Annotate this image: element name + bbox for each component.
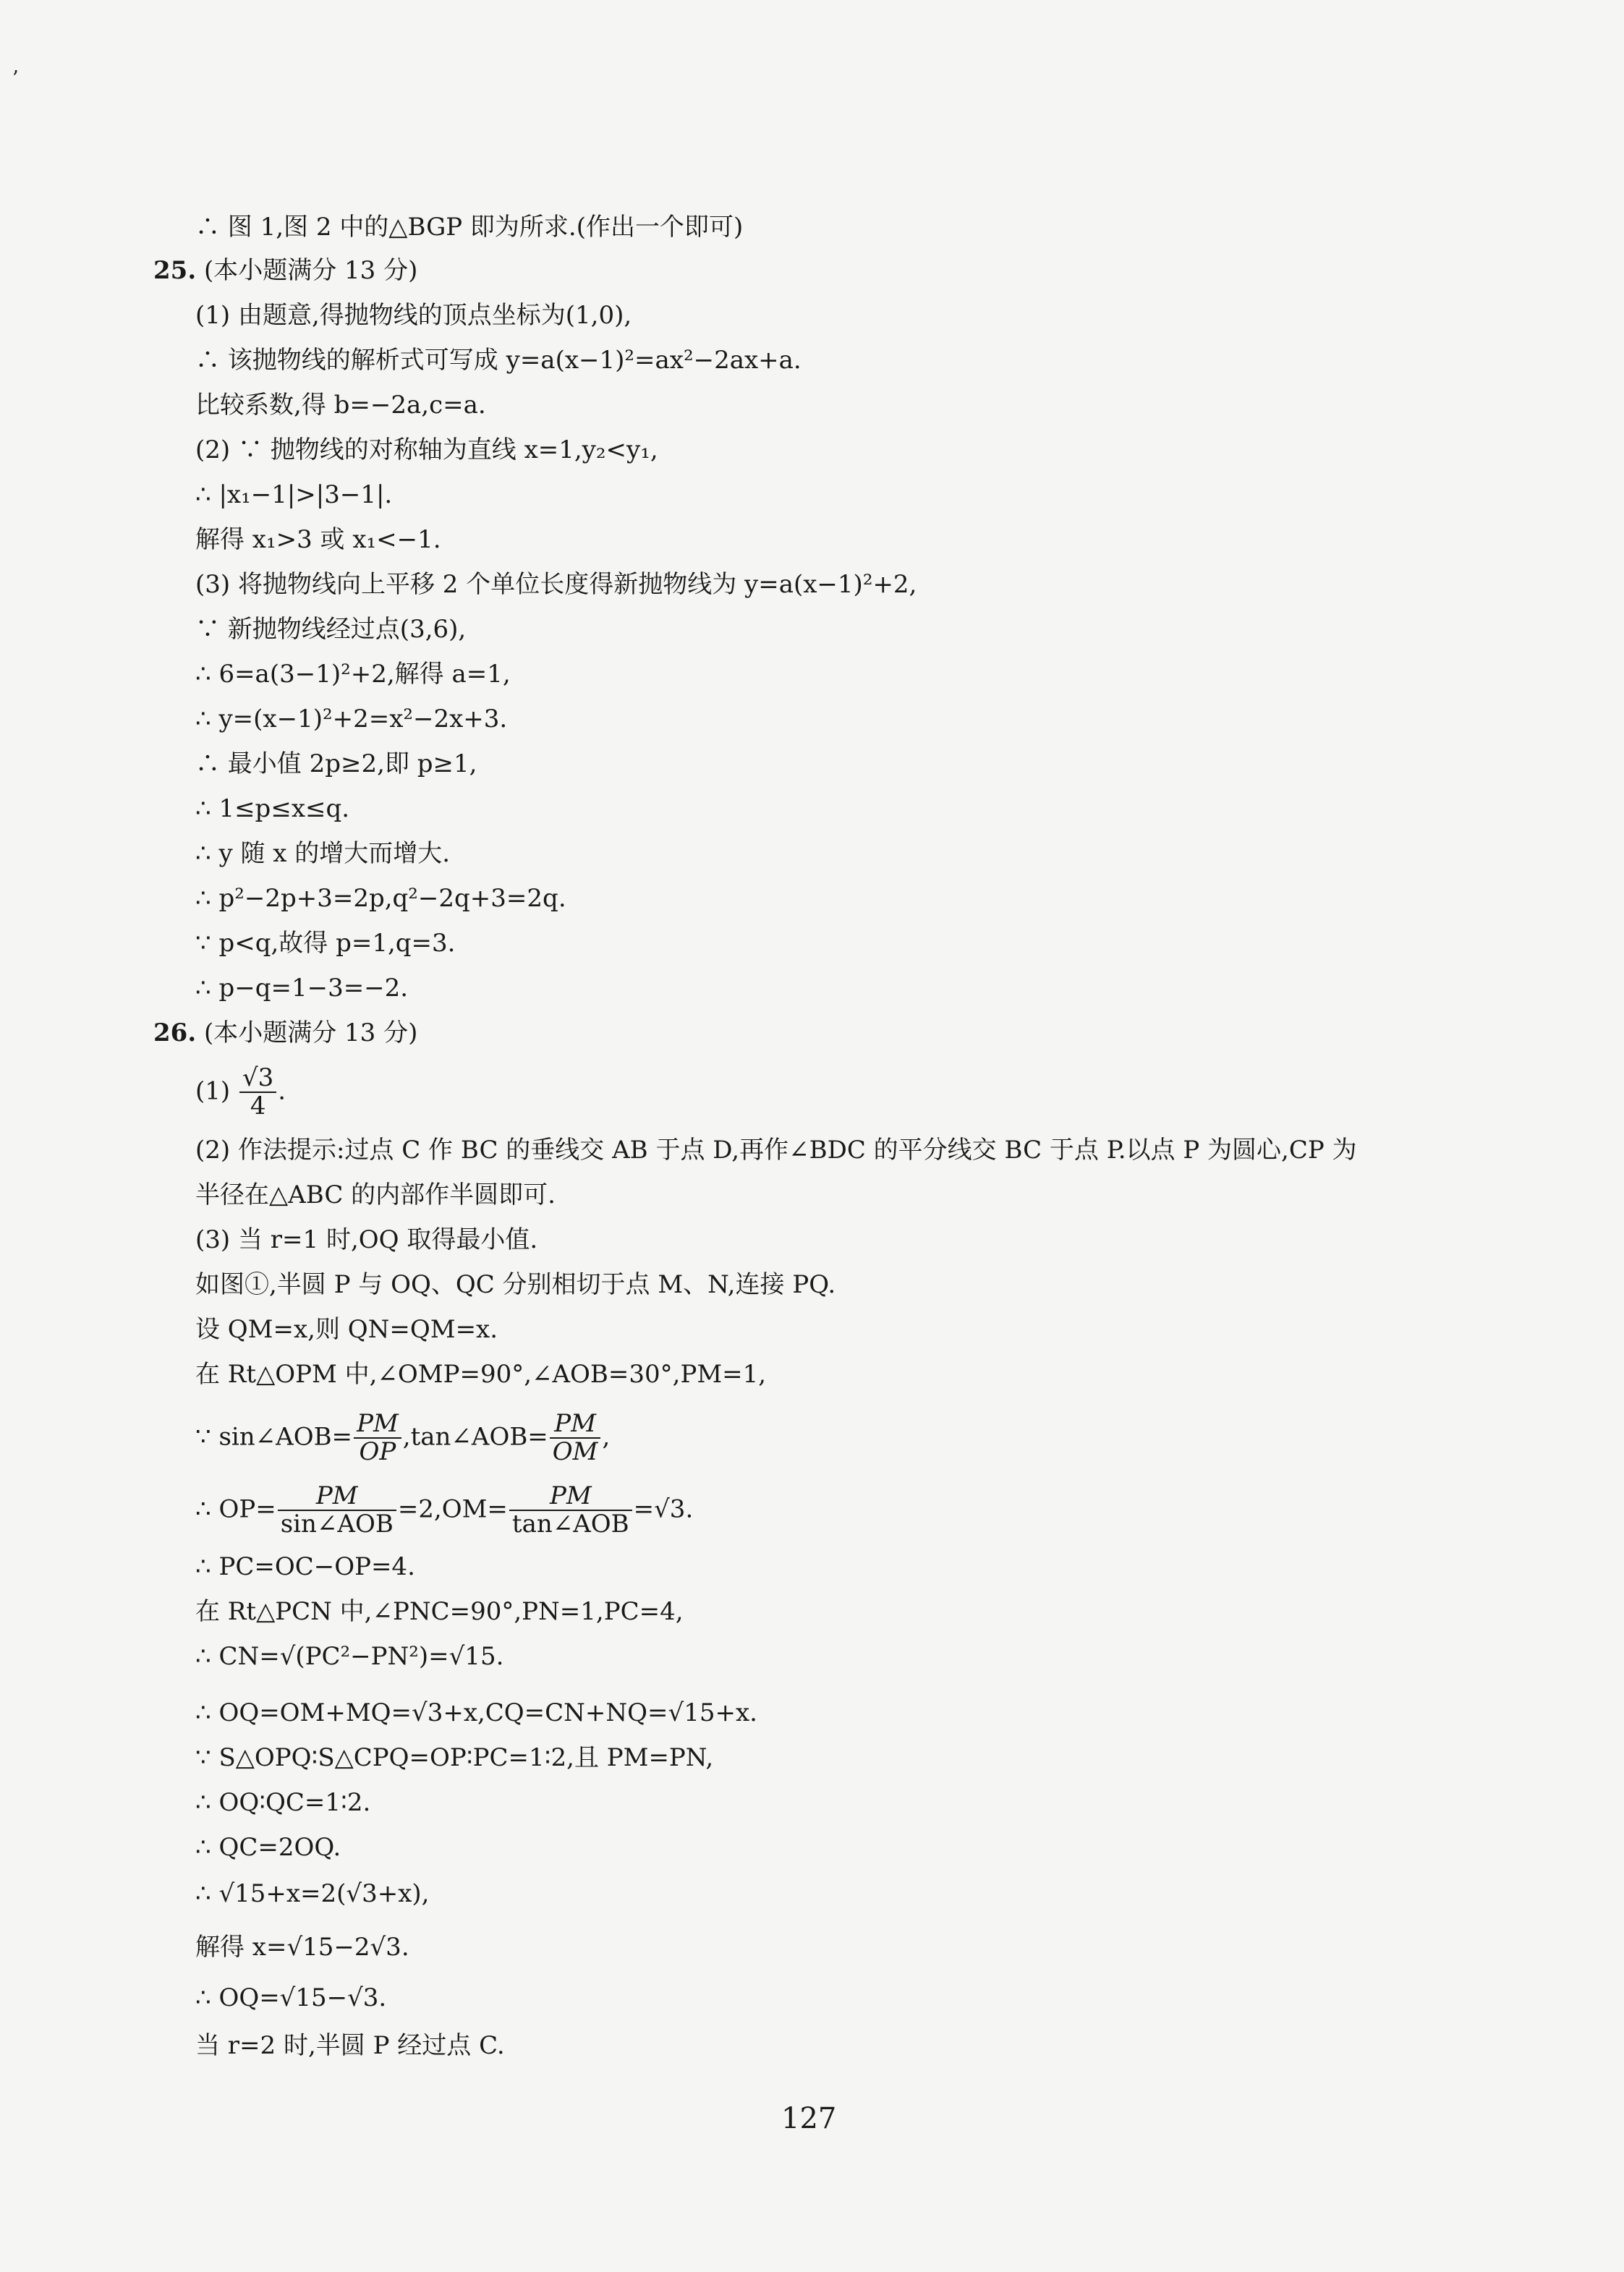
fraction-numerator: PM [550, 1411, 601, 1439]
margin-mark: ʼ [12, 67, 18, 90]
solution-line: (3) 当 r=1 时,OQ 取得最小值. [195, 1225, 538, 1254]
fraction [509, 1483, 632, 1539]
solution-line: ∵ S△OPQ∶S△CPQ=OP∶PC=1∶2,且 PM=PN, [195, 1743, 714, 1772]
solution-line: 在 Rt△OPM 中,∠OMP=90°,∠AOB=30°,PM=1, [195, 1360, 767, 1389]
fraction [239, 1065, 276, 1120]
part-label: (1) [195, 1076, 231, 1106]
punctuation: , [602, 1422, 611, 1452]
question-score: (本小题满分 13 分) [203, 256, 418, 285]
solution-line: ∴ √15+x=2(√3+x), [195, 1879, 430, 1908]
solution-line: ∴ p²−2p+3=2p,q²−2q+3=2q. [195, 884, 566, 913]
expression-text: =√3. [633, 1494, 694, 1524]
page-number: 127 [781, 2102, 837, 2135]
fraction-denominator: tan∠AOB [511, 1510, 629, 1539]
question-26-header [153, 1017, 417, 1049]
solution-line: ∴ p−q=1−3=−2. [195, 974, 409, 1003]
solution-line: ∵ 新抛物线经过点(3,6), [195, 615, 467, 644]
fraction-denominator: sin∠AOB [280, 1510, 394, 1539]
solution-line: ∴ CN=√(PC²−PN²)=√15. [195, 1642, 504, 1671]
solution-line: ∴ 该抛物线的解析式可写成 y=a(x−1)²=ax²−2ax+a. [195, 346, 802, 375]
solution-line: ∵ p<q,故得 p=1,q=3. [195, 929, 456, 958]
question-score: (本小题满分 13 分) [203, 1018, 418, 1047]
solution-line: (1) 由题意,得抛物线的顶点坐标为(1,0), [195, 301, 632, 330]
solution-line: 半径在△ABC 的内部作半圆即可. [195, 1180, 556, 1209]
expression-text: =2,OM= [397, 1494, 508, 1524]
solution-line: 解得 x=√15−2√3. [195, 1933, 409, 1962]
solution-line: ∴ PC=OC−OP=4. [195, 1552, 415, 1581]
solution-line: 解得 x₁>3 或 x₁<−1. [195, 525, 441, 554]
solution-line: ∴ y=(x−1)²+2=x²−2x+3. [195, 705, 508, 733]
question-number: 26. [153, 1018, 197, 1047]
solution-line: ∴ OQ=OM+MQ=√3+x,CQ=CN+NQ=√15+x. [195, 1698, 757, 1727]
solution-line: (3) 将抛物线向上平移 2 个单位长度得新抛物线为 y=a(x−1)²+2, [195, 570, 917, 599]
expression-text: ,tan∠AOB= [402, 1422, 548, 1452]
solution-line: 设 QM=x,则 QN=QM=x. [195, 1315, 498, 1344]
solution-line: 在 Rt△PCN 中,∠PNC=90°,PN=1,PC=4, [195, 1597, 684, 1626]
solution-line: 比较系数,得 b=−2a,c=a. [195, 391, 486, 420]
expression-text: ∵ sin∠AOB= [195, 1422, 353, 1452]
solution-line: ∴ OQ∶QC=1∶2. [195, 1788, 371, 1817]
solution-line: (2) ∵ 抛物线的对称轴为直线 x=1,y₂<y₁, [195, 435, 658, 464]
solution-line: 当 r=2 时,半圆 P 经过点 C. [195, 2031, 505, 2060]
fraction-numerator: PM [354, 1411, 401, 1439]
question-25-header [153, 255, 417, 286]
solution-line: 如图①,半圆 P 与 OQ、QC 分别相切于点 M、N,连接 PQ. [195, 1270, 836, 1299]
solution-line: ∴ 1≤p≤x≤q. [195, 794, 350, 823]
solution-line-fraction [195, 1065, 286, 1120]
solution-line: ∴ QC=2OQ. [195, 1833, 341, 1862]
solution-line: ∴ OQ=√15−√3. [195, 1983, 387, 2012]
fraction-numerator: PM [278, 1483, 396, 1511]
question-number: 25. [153, 256, 197, 285]
fraction-numerator: PM [509, 1483, 632, 1511]
solution-line-fraction [195, 1411, 610, 1466]
solution-line: ∴ |x₁−1|>|3−1|. [195, 480, 393, 509]
fraction-denominator: 4 [250, 1092, 266, 1121]
conclusion-line: ∴ 图 1,图 2 中的△BGP 即为所求.(作出一个即可) [195, 213, 744, 242]
solution-line: ∴ 最小值 2p≥2,即 p≥1, [195, 749, 477, 778]
fraction [354, 1411, 401, 1466]
solution-line: (2) 作法提示:过点 C 作 BC 的垂线交 AB 于点 D,再作∠BDC 的平分线交 BC 于点 P.以点 P 为圆心,CP 为 [195, 1136, 1357, 1165]
solution-line-fraction [195, 1483, 693, 1539]
fraction-numerator: √3 [239, 1065, 276, 1093]
fraction-denominator: OM [552, 1437, 598, 1467]
solution-line: ∴ 6=a(3−1)²+2,解得 a=1, [195, 660, 511, 689]
punctuation: . [278, 1076, 286, 1106]
expression-text: ∴ OP= [195, 1494, 276, 1524]
solution-line: ∴ y 随 x 的增大而增大. [195, 839, 451, 868]
fraction [550, 1411, 601, 1466]
fraction [278, 1483, 396, 1539]
fraction-denominator: OP [359, 1437, 396, 1467]
